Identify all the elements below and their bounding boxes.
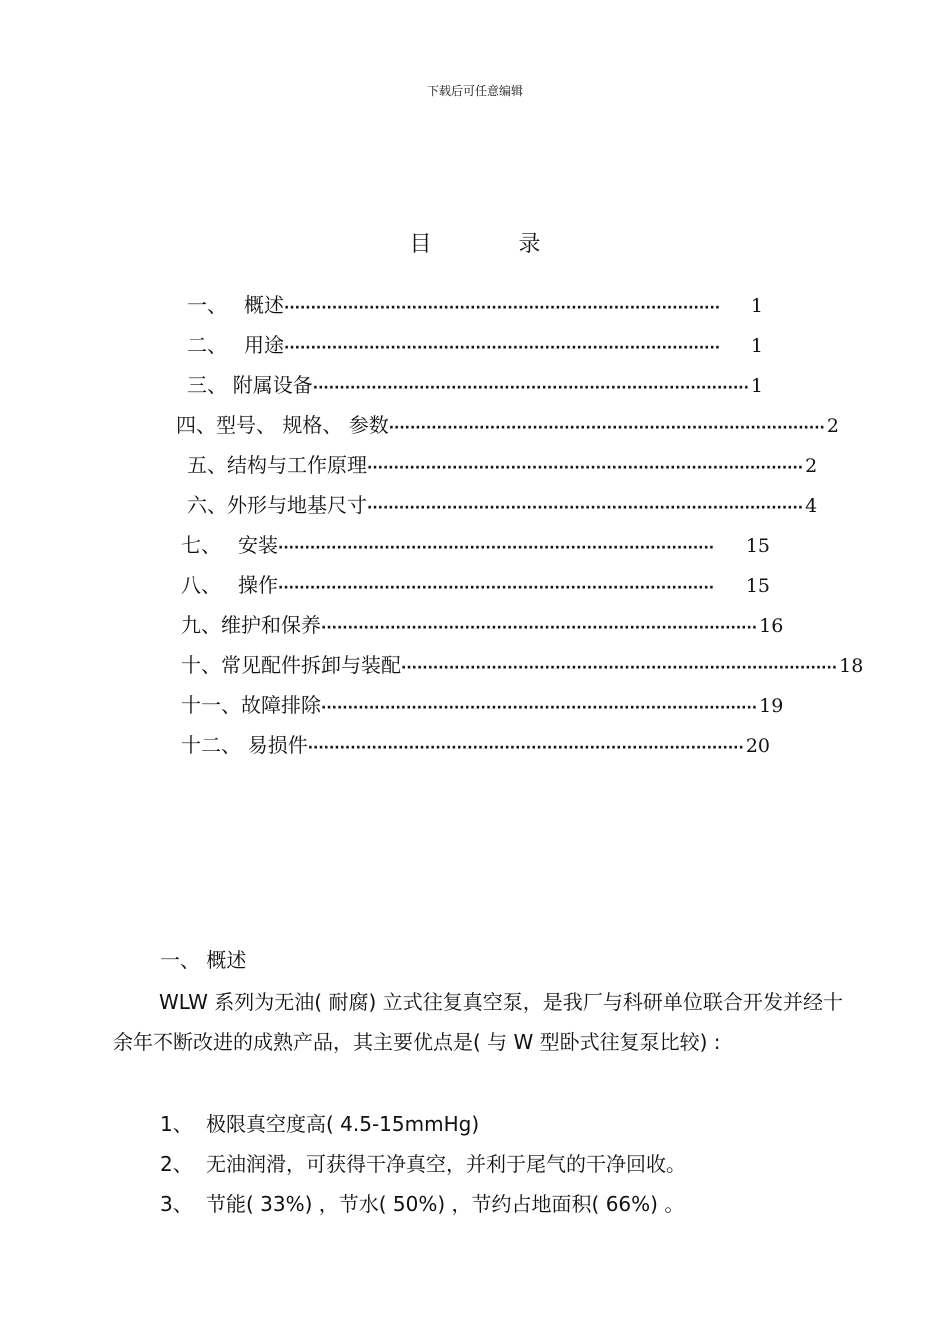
toc-entry-label: 常见配件拆卸与装配	[221, 653, 401, 677]
toc-entry-label: 安装	[238, 533, 278, 557]
toc-entry-page: 18	[839, 655, 864, 677]
list-item-number: 3、	[160, 1192, 193, 1216]
page-title: 目 录	[409, 232, 581, 257]
toc-leader: ··················································································	[367, 500, 804, 516]
toc-entry-label: 维护和保养	[221, 613, 321, 637]
toc-entry-number: 十、	[181, 653, 221, 677]
toc-entry-page: 1	[750, 295, 763, 317]
list-item-text: 极限真空度高( 4.5-15mmHg)	[206, 1112, 480, 1136]
list-item	[160, 1150, 686, 1178]
toc-entry-label: 型号、 规格、 参数	[216, 413, 389, 437]
toc-entry	[181, 531, 770, 559]
toc-entry-number: 八、	[181, 573, 221, 597]
toc-entry-label: 易损件	[247, 733, 308, 757]
toc-entry-number: 五、	[187, 453, 227, 477]
toc-entry-label: 用途	[244, 333, 284, 357]
list-item-number: 1、	[160, 1112, 193, 1136]
toc-entry-label: 操作	[238, 573, 278, 597]
toc-entry-page: 1	[750, 335, 763, 357]
page-header: 下载后可任意编辑	[426, 84, 523, 98]
list-item	[160, 1110, 479, 1138]
toc-entry-number: 一、	[187, 293, 227, 317]
toc-entry	[187, 331, 763, 359]
toc-entry-page: 20	[745, 735, 770, 757]
toc-entry-number: 十二、	[181, 733, 241, 757]
section-paragraph: WLW 系列为无油( 耐腐) 立式往复真空泵，是我厂与科研单位联合开发并经十余年不断改进的成熟产品，其主要优点是( 与 W 型卧式往复泵比较) :	[113, 990, 843, 1054]
toc-leader: ··················································································	[367, 460, 804, 476]
list-item-text: 无油润滑，可获得干净真空，并利于尾气的干净回收。	[206, 1152, 686, 1176]
toc-entry-label: 外形与地基尺寸	[227, 493, 367, 517]
list-item-text: 节能( 33%) ，节水( 50%) ，节约占地面积( 66%) 。	[206, 1192, 685, 1216]
toc-entry-label: 附属设备	[232, 373, 313, 397]
toc-entry	[187, 291, 763, 319]
toc-entry-label: 故障排除	[241, 693, 321, 717]
toc-leader: ··················································································	[284, 300, 721, 316]
toc-entry	[181, 691, 784, 719]
toc-entry-number: 七、	[181, 533, 221, 557]
toc-entry-page: 15	[745, 535, 770, 557]
list-item	[160, 1190, 684, 1218]
toc-entry	[187, 451, 818, 479]
toc-entry	[181, 611, 784, 639]
toc-entry-number: 三、	[187, 373, 227, 397]
toc-entry	[181, 571, 770, 599]
toc-entry-number: 二、	[187, 333, 227, 357]
list-item-number: 2、	[160, 1152, 193, 1176]
toc-entry-number: 十一、	[181, 693, 241, 717]
toc-entry-number: 四、	[176, 413, 216, 437]
toc-entry	[187, 491, 818, 519]
toc-entry-page: 2	[826, 415, 839, 437]
toc-entry-page: 1	[750, 375, 763, 397]
toc-entry-number: 九、	[181, 613, 221, 637]
toc-entry-page: 15	[745, 575, 770, 597]
toc-entry-page: 2	[805, 455, 818, 477]
toc-entry	[176, 411, 839, 439]
toc-leader: ··················································································	[312, 380, 749, 396]
toc-leader: ··················································································	[401, 660, 838, 676]
toc-leader: ··················································································	[278, 580, 715, 596]
toc-leader: ··················································································	[307, 740, 744, 756]
section-heading: 一、 概述	[160, 948, 247, 972]
toc-entry-label: 结构与工作原理	[227, 453, 367, 477]
toc-entry	[181, 731, 770, 759]
toc-leader: ··················································································	[284, 340, 721, 356]
toc-leader: ··················································································	[321, 620, 758, 636]
toc-entry-page: 4	[805, 495, 818, 517]
toc-entry-page: 16	[759, 615, 784, 637]
toc-leader: ··················································································	[321, 700, 758, 716]
toc-leader: ··················································································	[388, 420, 825, 436]
toc-entry	[181, 651, 864, 679]
toc-entry	[187, 371, 763, 399]
toc-entry-page: 19	[759, 695, 784, 717]
toc-leader: ··················································································	[278, 540, 715, 556]
toc-entry-label: 概述	[244, 293, 284, 317]
toc-entry-number: 六、	[187, 493, 227, 517]
